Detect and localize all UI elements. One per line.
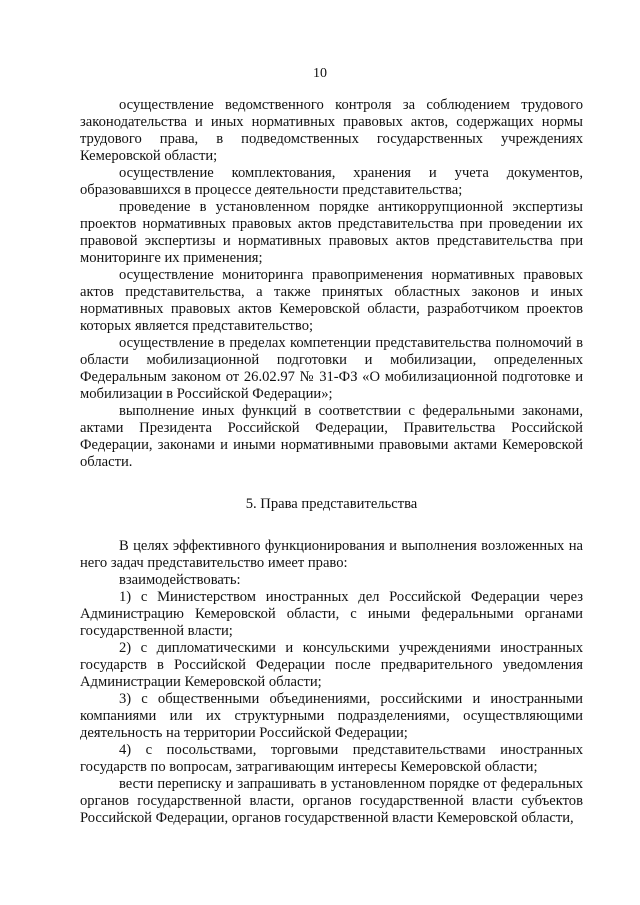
paragraph: осуществление мониторинга правоприменения нормативных правовых актов представительства, а также принятых областных законов и иных нормативных правовых актов Кемеровской области, разработчиком проектов которых является представительство; xyxy=(80,267,583,334)
list-item: 3) с общественными объединениями, российскими и иностранными компаниями или их структурными подразделениями, осуществляющими деятельность на территории Российской Федерации; xyxy=(80,691,583,741)
paragraph: осуществление ведомственного контроля за соблюдением трудового законодательства и иных нормативных правовых актов, содержащих нормы трудового права, в подведомственных государственных учреждениях Кемеровской области; xyxy=(80,97,583,164)
list-item: 1) с Министерством иностранных дел Российской Федерации через Администрацию Кемеровской области, с иными федеральными органами государственной власти; xyxy=(80,589,583,639)
paragraph: В целях эффективного функционирования и выполнения возложенных на него задач представительство имеет право: xyxy=(80,538,583,571)
paragraph: выполнение иных функций в соответствии с федеральными законами, актами Президента Российской Федерации, Правительства Российской Федерации, законами и иными нормативными правовыми актами Кемеровской области. xyxy=(80,403,583,470)
section-heading: 5. Права представительства xyxy=(245,496,418,512)
document-body xyxy=(80,97,583,827)
paragraph: осуществление в пределах компетенции представительства полномочий в области мобилизационной подготовки и мобилизации, определенных Федеральным законом от 26.02.97 № 31-ФЗ «О мобилизационной подготовке и мобилизации в Российской Федерации»; xyxy=(80,335,583,402)
paragraph: проведение в установленном порядке антикоррупционной экспертизы проектов нормативных правовых актов представительства при проведении их правовой экспертизы и нормативных правовых актов представительства при мониторинге их применения; xyxy=(80,199,583,266)
list-item: 2) с дипломатическими и консульскими учреждениями иностранных государств в Российской Федерации после предварительного уведомления Администрации Кемеровской области; xyxy=(80,640,583,690)
paragraph: вести переписку и запрашивать в установленном порядке от федеральных органов государственной власти, органов государственной власти субъектов Российской Федерации, органов государственной власти Кемеровской области, xyxy=(80,776,583,826)
page-number: 10 xyxy=(313,66,327,81)
list-item: 4) с посольствами, торговыми представительствами иностранных государств по вопросам, затрагивающим интересы Кемеровской области; xyxy=(80,742,583,775)
paragraph: осуществление комплектования, хранения и учета документов, образовавшихся в процессе деятельности представительства; xyxy=(80,165,583,198)
paragraph: взаимодействовать: xyxy=(119,572,241,588)
